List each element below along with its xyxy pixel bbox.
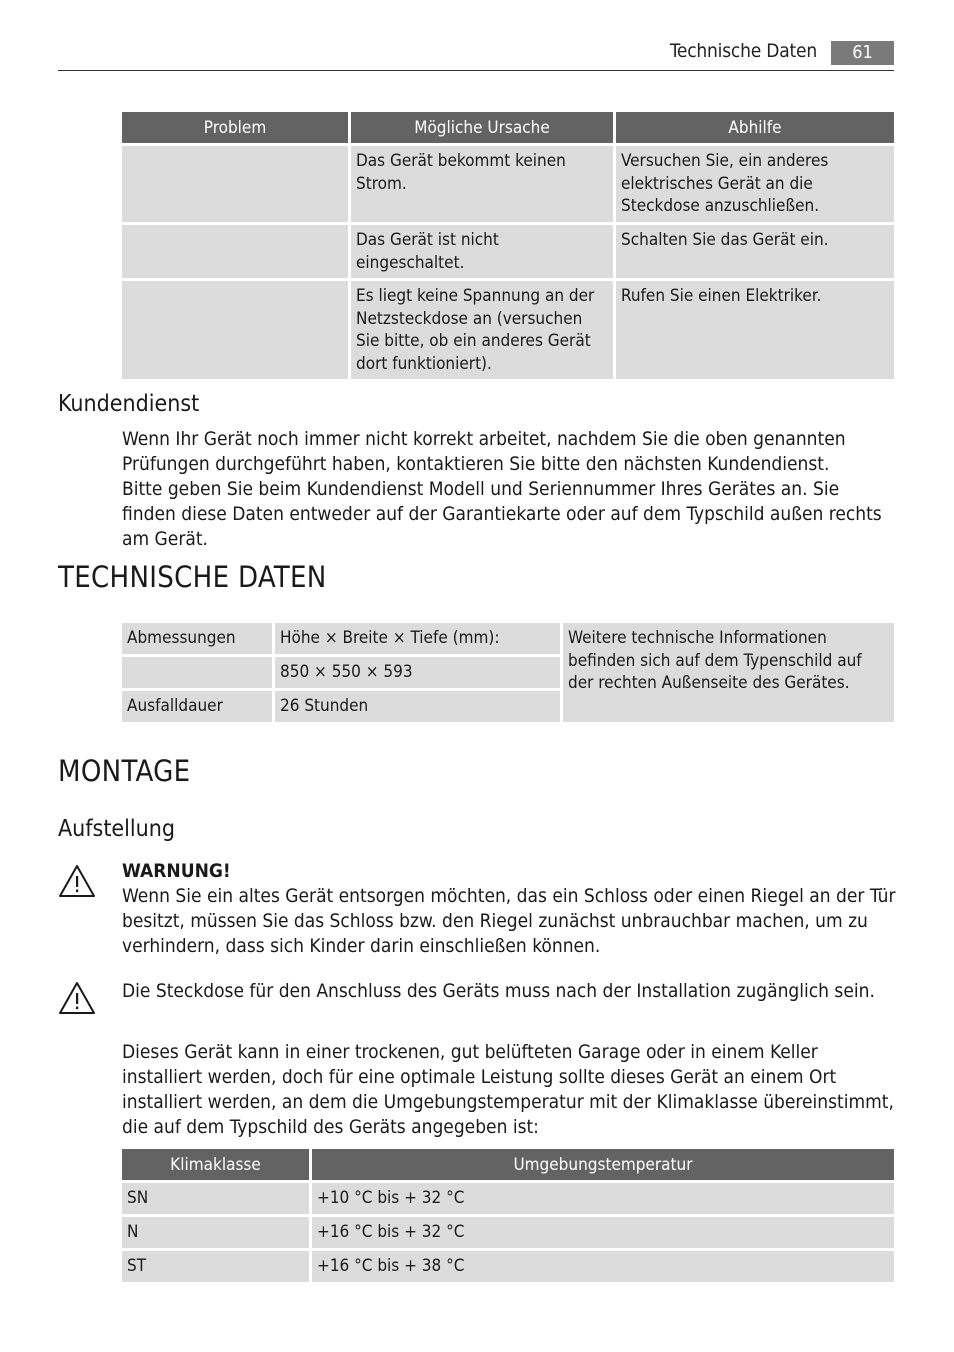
table-row [122,146,894,222]
technical-data-table [119,620,897,725]
table-header-row [122,112,894,143]
technical-note: Weitere technische Informationen befinden sich auf dem Typenschild auf der rechten Außenseite des Gerätes. [563,623,894,722]
chapter-heading-montage: MONTAGE [58,754,191,788]
cause-cell: Es liegt keine Spannung an der Netzsteckdose an (versuchen Sie bitte, ob ein anderes Gerät dort funktioniert). [351,281,613,379]
climate-class-cell: N [122,1217,309,1248]
header-rule [58,70,894,71]
outage-value: 26 Stunden [275,691,560,722]
running-header-title: Technische Daten [669,40,817,62]
temperature-cell: +16 °C bis + 32 °C [312,1217,894,1248]
cause-cell: Das Gerät bekommt keinen Strom. [351,146,613,222]
dimensions-numbers: 850 × 550 × 593 [275,657,560,688]
temperature-cell: +16 °C bis + 38 °C [312,1251,894,1282]
table-header-row [122,1149,894,1180]
remedy-cell: Rufen Sie einen Elektriker. [616,281,894,379]
installation-paragraph: Dieses Gerät kann in einer trockenen, gut belüfteten Garage oder in einem Keller installiert werden, doch für eine optimale Leistung sollte dieses Gerät an einem Ort installiert werden, an dem die Umgebungstemperatur mit der Klimaklasse übereinstimmt, die auf dem Typschild des Geräts angegeben ist: [122,1041,894,1138]
dimensions-value: Höhe × Breite × Tiefe (mm): [275,623,560,654]
column-header-problem: Problem [122,112,348,143]
table-row [122,281,894,379]
caution-triangle-icon [58,981,96,1015]
cause-cell: Das Gerät ist nicht eingeschaltet. [351,225,613,278]
column-header-klimaklasse: Klimaklasse [122,1149,309,1180]
section-heading-aufstellung: Aufstellung [58,816,176,842]
temperature-cell: +10 °C bis + 32 °C [312,1183,894,1214]
climate-class-cell: ST [122,1251,309,1282]
warning-triangle-icon [58,864,96,898]
remedy-cell: Versuchen Sie, ein anderes elektrisches Gerät an die Steckdose anzuschließen. [616,146,894,222]
chapter-heading-technische-daten: TECHNISCHE DATEN [58,560,327,594]
dimensions-label-empty [122,657,272,688]
kundendienst-paragraph-1: Wenn Ihr Gerät noch immer nicht korrekt arbeitet, nachdem Sie die oben genannten Prüfungen durchgeführt haben, kontaktieren Sie bitte den nächsten Kundendienst. [122,428,846,475]
table-row [122,1251,894,1282]
column-header-temperature: Umgebungstemperatur [312,1149,894,1180]
table-row [122,1183,894,1214]
warning-title: WARNUNG! [122,860,231,882]
section-heading-kundendienst: Kundendienst [58,391,200,417]
page-number: 61 [831,41,894,65]
outage-label: Ausfalldauer [122,691,272,722]
table-row [122,225,894,278]
remedy-cell: Schalten Sie das Gerät ein. [616,225,894,278]
table-row [122,623,894,654]
caution-text: Die Steckdose für den Anschluss des Geräts muss nach der Installation zugänglich sein. [122,980,875,1002]
warning-text: Wenn Sie ein altes Gerät entsorgen möchten, das ein Schloss oder einen Riegel an der Tür besitzt, müssen Sie das Schloss bzw. den Riegel zunächst unbrauchbar machen, um zu verhindern, dass sich Kinder darin einschließen können. [122,885,896,957]
problem-cell [122,146,348,222]
dimensions-label: Abmessungen [122,623,272,654]
table-row [122,1217,894,1248]
problem-cell [122,281,348,379]
column-header-cause: Mögliche Ursache [351,112,613,143]
problem-table [119,109,897,382]
climate-class-table [119,1146,897,1285]
climate-class-cell: SN [122,1183,309,1214]
column-header-remedy: Abhilfe [616,112,894,143]
kundendienst-paragraph-2: Bitte geben Sie beim Kundendienst Modell und Seriennummer Ihres Gerätes an. Sie finden diese Daten entweder auf der Garantiekarte oder auf dem Typschild außen rechts am Gerät. [122,478,882,550]
problem-cell [122,225,348,278]
